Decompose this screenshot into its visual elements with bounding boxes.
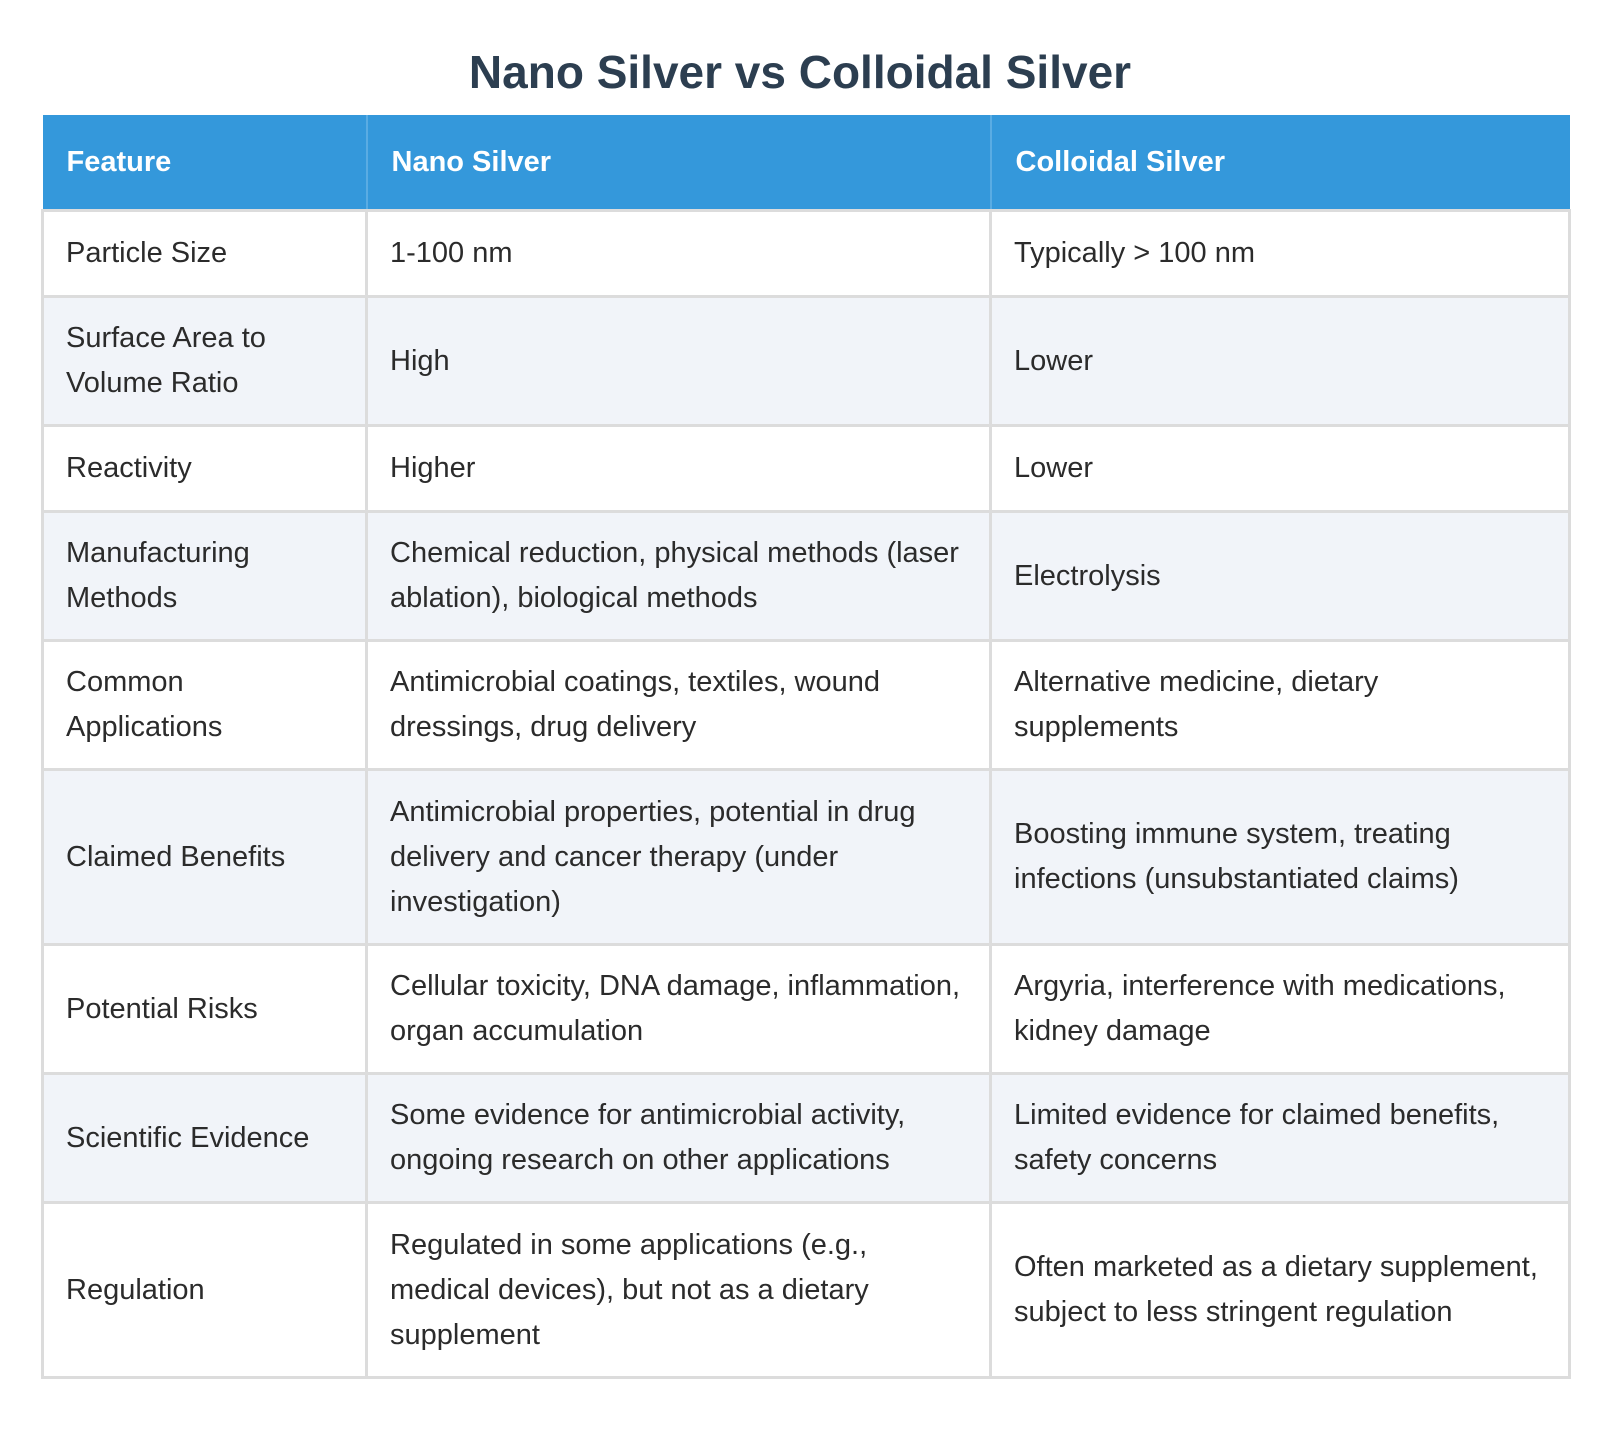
table-row	[43, 512, 1570, 641]
table-header	[43, 115, 1570, 211]
table-row	[43, 770, 1570, 945]
nano-cell: Cellular toxicity, DNA damage, inflammation, organ accumulation	[367, 945, 991, 1074]
feature-cell: Claimed Benefits	[43, 770, 367, 945]
table-row	[43, 297, 1570, 426]
colloidal-cell: Argyria, interference with medications, kidney damage	[991, 945, 1570, 1074]
feature-cell: Particle Size	[43, 211, 367, 297]
colloidal-cell: Typically > 100 nm	[991, 211, 1570, 297]
colloidal-cell: Often marketed as a dietary supplement, subject to less stringent regulation	[991, 1203, 1570, 1378]
page-title: Nano Silver vs Colloidal Silver	[468, 46, 1132, 98]
nano-cell: Antimicrobial coatings, textiles, wound dressings, drug delivery	[367, 641, 991, 770]
feature-cell: Potential Risks	[43, 945, 367, 1074]
feature-cell: Manufacturing Methods	[43, 512, 367, 641]
table-row	[43, 945, 1570, 1074]
table-row	[43, 1074, 1570, 1203]
colloidal-cell: Boosting immune system, treating infections (unsubstantiated claims)	[991, 770, 1570, 945]
colloidal-cell: Lower	[991, 297, 1570, 426]
colloidal-cell: Electrolysis	[991, 512, 1570, 641]
feature-cell: Common Applications	[43, 641, 367, 770]
table-row	[43, 426, 1570, 512]
comparison-table	[41, 115, 1571, 1379]
feature-cell: Reactivity	[43, 426, 367, 512]
nano-cell: High	[367, 297, 991, 426]
header-nano-silver: Nano Silver	[367, 115, 991, 211]
nano-cell: Some evidence for antimicrobial activity, ongoing research on other applications	[367, 1074, 991, 1203]
colloidal-cell: Lower	[991, 426, 1570, 512]
nano-cell: Higher	[367, 426, 991, 512]
header-row	[43, 115, 1570, 211]
nano-cell: Chemical reduction, physical methods (laser ablation), biological methods	[367, 512, 991, 641]
feature-cell: Scientific Evidence	[43, 1074, 367, 1203]
header-feature: Feature	[43, 115, 367, 211]
table-body	[43, 211, 1570, 1378]
comparison-table-container	[41, 115, 1568, 1379]
feature-cell: Regulation	[43, 1203, 367, 1378]
table-row	[43, 1203, 1570, 1378]
header-colloidal-silver: Colloidal Silver	[991, 115, 1570, 211]
table-row	[43, 211, 1570, 297]
nano-cell: Regulated in some applications (e.g., medical devices), but not as a dietary supplement	[367, 1203, 991, 1378]
table-row	[43, 641, 1570, 770]
feature-cell: Surface Area to Volume Ratio	[43, 297, 367, 426]
nano-cell: Antimicrobial properties, potential in drug delivery and cancer therapy (under investigation)	[367, 770, 991, 945]
colloidal-cell: Limited evidence for claimed benefits, safety concerns	[991, 1074, 1570, 1203]
nano-cell: 1-100 nm	[367, 211, 991, 297]
colloidal-cell: Alternative medicine, dietary supplements	[991, 641, 1570, 770]
